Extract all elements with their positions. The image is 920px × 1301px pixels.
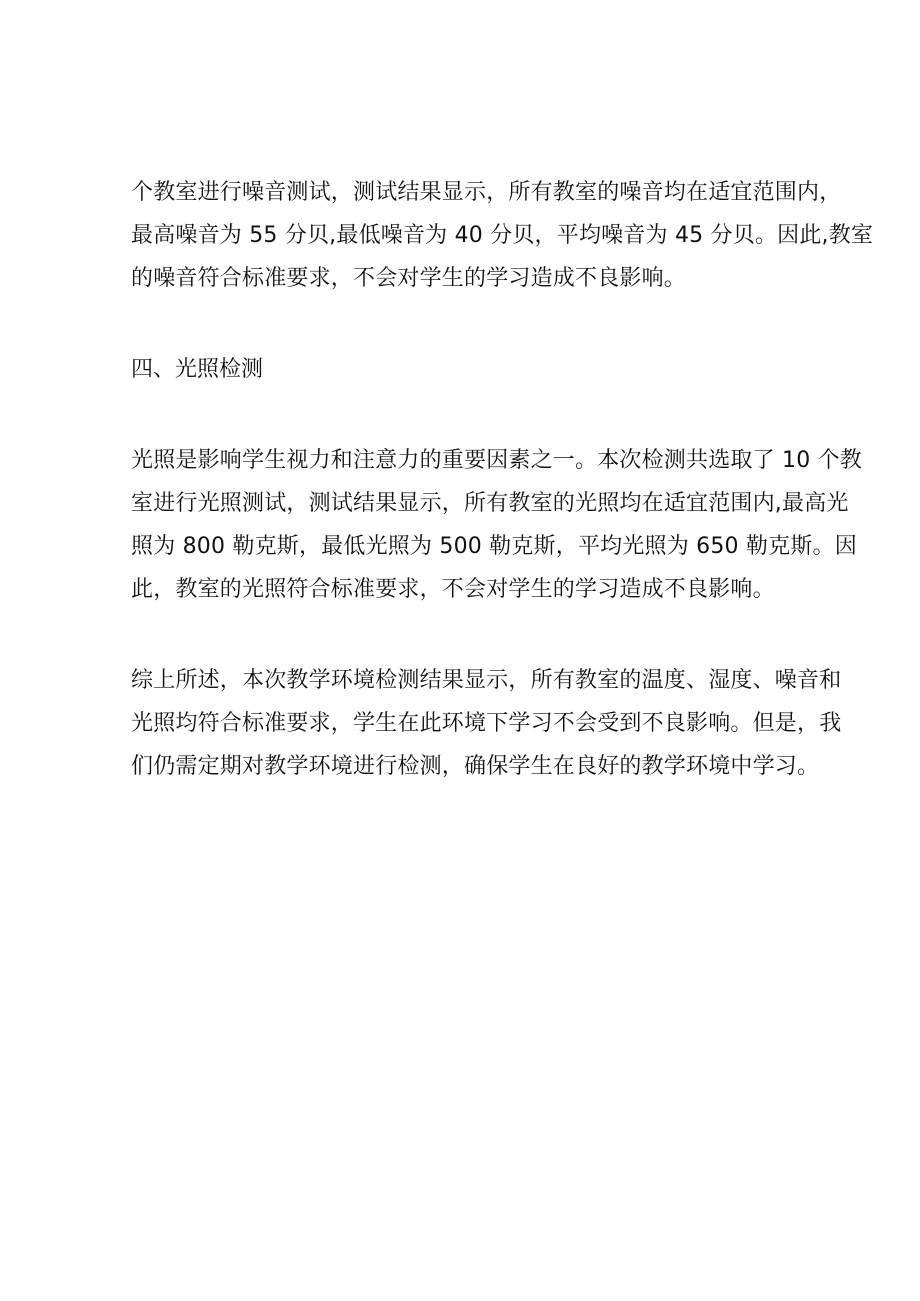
noise-paragraph (131, 171, 874, 300)
section-heading-light: 四、光照检测 (131, 357, 264, 382)
summary-line-3: 们仍需定期对教学环境进行检测，确保学生在良好的教学环境中学习。 (131, 754, 820, 779)
light-line-3: 照为 800 勒克斯，最低光照为 500 勒克斯，平均光照为 650 勒克斯。因 (131, 534, 857, 559)
light-line-4: 此，教室的光照符合标准要求，不会对学生的学习造成不良影响。 (131, 577, 775, 602)
noise-line-3: 的噪音符合标准要求，不会对学生的学习造成不良影响。 (131, 266, 687, 291)
light-line-1: 光照是影响学生视力和注意力的重要因素之一。本次检测共选取了 10 个教 (131, 448, 862, 473)
document-page (131, 171, 874, 788)
summary-line-2: 光照均符合标准要求，学生在此环境下学习不会受到不良影响。但是，我 (131, 711, 842, 736)
light-line-2: 室进行光照测试，测试结果显示，所有教室的光照均在适宜范围内,最高光 (131, 491, 849, 516)
paragraph-spacer (131, 611, 791, 659)
light-paragraph (131, 439, 862, 611)
noise-line-2: 最高噪音为 55 分贝,最低噪音为 40 分贝，平均噪音为 45 分贝。因此,教室 (131, 223, 874, 248)
noise-line-1: 个教室进行噪音测试，测试结果显示，所有教室的噪音均在适宜范围内， (131, 180, 842, 205)
paragraph-spacer (131, 391, 791, 439)
summary-paragraph (131, 659, 842, 788)
paragraph-spacer (131, 300, 791, 348)
summary-line-1: 综上所述，本次教学环境检测结果显示，所有教室的温度、湿度、噪音和 (131, 668, 842, 693)
